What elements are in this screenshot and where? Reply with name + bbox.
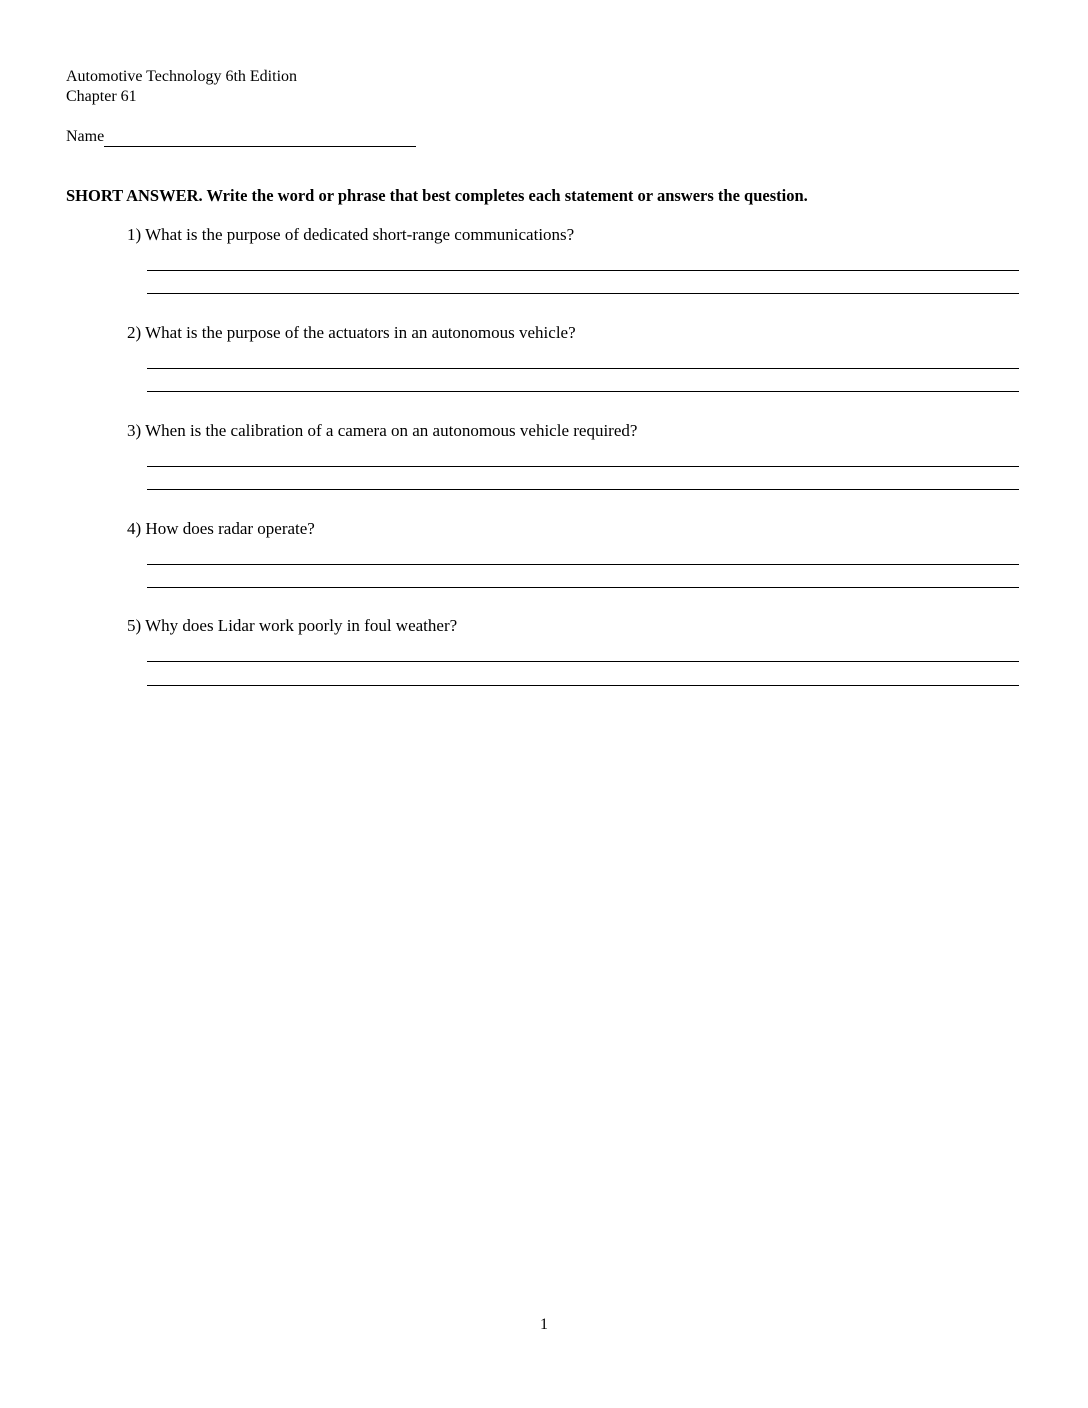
name-row <box>66 125 416 147</box>
answer-line-5b[interactable] <box>147 665 1019 686</box>
question-text: 1) What is the purpose of dedicated short-range communications? <box>127 225 575 244</box>
answer-line-3a[interactable] <box>147 446 1019 467</box>
question-text: 3) When is the calibration of a camera on an autonomous vehicle required? <box>127 421 638 440</box>
question-5 <box>127 615 1019 637</box>
question-3 <box>127 420 1019 442</box>
name-field[interactable] <box>104 128 416 147</box>
question-2 <box>127 322 1019 344</box>
answer-line-1b[interactable] <box>147 273 1019 294</box>
question-4 <box>127 518 1019 540</box>
question-1 <box>127 224 1019 246</box>
question-text: 5) Why does Lidar work poorly in foul weather? <box>127 616 458 635</box>
book-title: Automotive Technology 6th Edition <box>66 68 298 85</box>
section-instructions: SHORT ANSWER. Write the word or phrase that best completes each statement or answers the question. <box>66 186 808 205</box>
answer-line-2b[interactable] <box>147 371 1019 392</box>
chapter-label: Chapter 61 <box>66 88 137 105</box>
name-label: Name <box>66 128 105 145</box>
question-text: 4) How does radar operate? <box>127 519 315 538</box>
answer-line-4b[interactable] <box>147 567 1019 588</box>
answer-line-4a[interactable] <box>147 544 1019 565</box>
question-text: 2) What is the purpose of the actuators in an autonomous vehicle? <box>127 323 576 342</box>
answer-line-5a[interactable] <box>147 641 1019 662</box>
page-number: 1 <box>540 1316 548 1333</box>
answer-line-3b[interactable] <box>147 469 1019 490</box>
answer-line-1a[interactable] <box>147 250 1019 271</box>
answer-line-2a[interactable] <box>147 348 1019 369</box>
